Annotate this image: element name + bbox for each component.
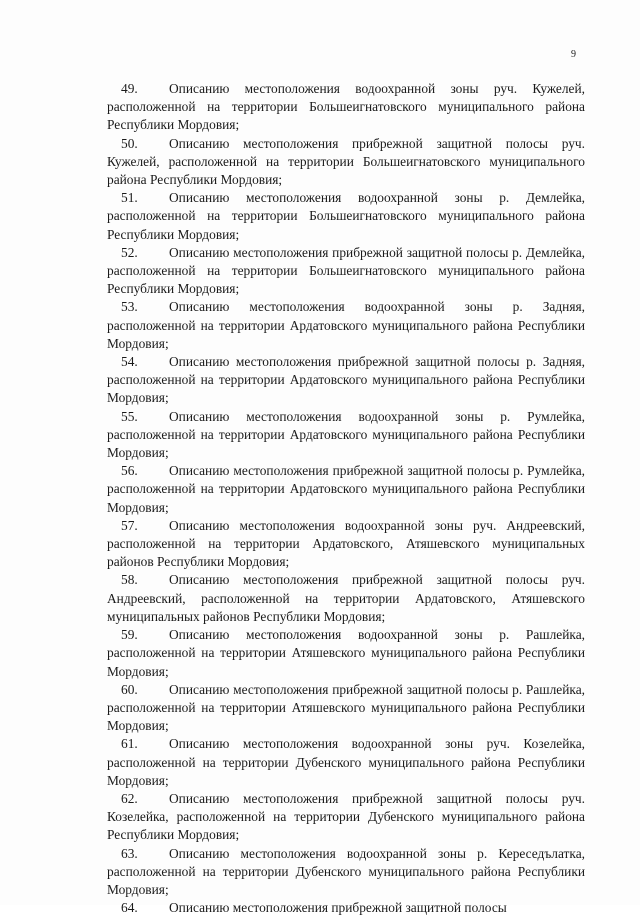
list-item [107,408,585,463]
item-number: 55. [121,408,138,424]
page-number: 9 [571,49,576,60]
item-number: 61. [121,736,138,752]
list-item [107,353,585,408]
item-number: 56. [121,463,138,479]
item-number: 59. [121,627,138,643]
list-item [107,298,585,353]
item-number: 58. [121,572,138,588]
item-text: Описанию местоположения прибрежной защитной полосы р. Рашлейка, расположенной на территории Атяшевского муниципального района Республики Мордовия; [107,681,585,734]
list-item [107,244,585,299]
item-text: Описанию местоположения водоохранной зоны р. Демлейка, расположенной на территории Большеигнатовского муниципального района Республики Мордовия; [107,190,585,242]
list-item [107,80,585,135]
item-number: 49. [121,81,138,96]
item-text: Описанию местоположения водоохранной зоны руч. Козелейка, расположенной на территории Дубенского муниципального района Республики Мордовия; [107,736,585,788]
list-item [107,845,585,900]
list-item [107,517,585,572]
list-item [107,571,585,626]
item-text: Описанию местоположения водоохранной зоны р. Рашлейка, расположенной на территории Атяшевского муниципального района Республики Мордовия; [107,627,585,679]
item-number: 62. [121,790,138,806]
item-text: Описанию местоположения водоохранной зоны руч. Кужелей, расположенной на территории Большеигнатовского муниципального района Республики Мордовия; [107,81,585,133]
item-number: 57. [121,517,138,533]
list-item [107,189,585,244]
list-item [107,626,585,681]
document-body [107,80,585,917]
item-text: Описанию местоположения водоохранной зоны руч. Андреевский, расположенной на территории Ардатовского, Атяшевского муниципальных районов Республики Мордовия; [107,517,585,570]
item-text: Описанию местоположения прибрежной защитной полосы [169,900,507,916]
list-item [107,899,585,917]
list-item [107,135,585,190]
item-text: Описанию местоположения прибрежной защитной полосы руч. Кужелей, расположенной на территории Большеигнатовского муниципального района Республики Мордовия; [107,135,585,188]
item-number: 52. [121,244,138,260]
item-number: 51. [121,190,138,206]
item-number: 63. [121,845,138,861]
list-item [107,735,585,790]
item-text: Описанию местоположения прибрежной защитной полосы р. Румлейка, расположенной на территории Ардатовского муниципального района Республики Мордовия; [107,463,585,515]
item-number: 60. [121,681,138,697]
item-number: 50. [121,135,138,151]
item-text: Описанию местоположения прибрежной защитной полосы р. Демлейка, расположенной на территории Большеигнатовского муниципального района Республики Мордовия; [107,244,585,297]
item-text: Описанию местоположения прибрежной защитной полосы руч. Козелейка, расположенной на территории Дубенского муниципального района Республики Мордовия; [107,790,585,843]
item-number: 54. [121,354,138,370]
item-text: Описанию местоположения водоохранной зоны р. Кереседълатка, расположенной на территории Дубенского муниципального района Республики Мордовия; [107,845,585,897]
list-item [107,790,585,845]
item-text: Описанию местоположения прибрежной защитной полосы руч. Андреевский, расположенной на территории Ардатовского, Атяшевского муниципальных районов Республики Мордовия; [107,572,585,624]
item-number: 53. [121,299,138,315]
item-text: Описанию местоположения прибрежной защитной полосы р. Задняя, расположенной на территории Ардатовского муниципального района Республики Мордовия; [107,354,585,406]
item-text: Описанию местоположения водоохранной зоны р. Румлейка, расположенной на территории Ардатовского муниципального района Республики Мордовия; [107,408,585,461]
list-item [107,681,585,736]
item-text: Описанию местоположения водоохранной зоны р. Задняя, расположенной на территории Ардатовского муниципального района Республики Мордовия; [107,299,585,351]
item-number: 64. [121,900,138,916]
list-item [107,462,585,517]
